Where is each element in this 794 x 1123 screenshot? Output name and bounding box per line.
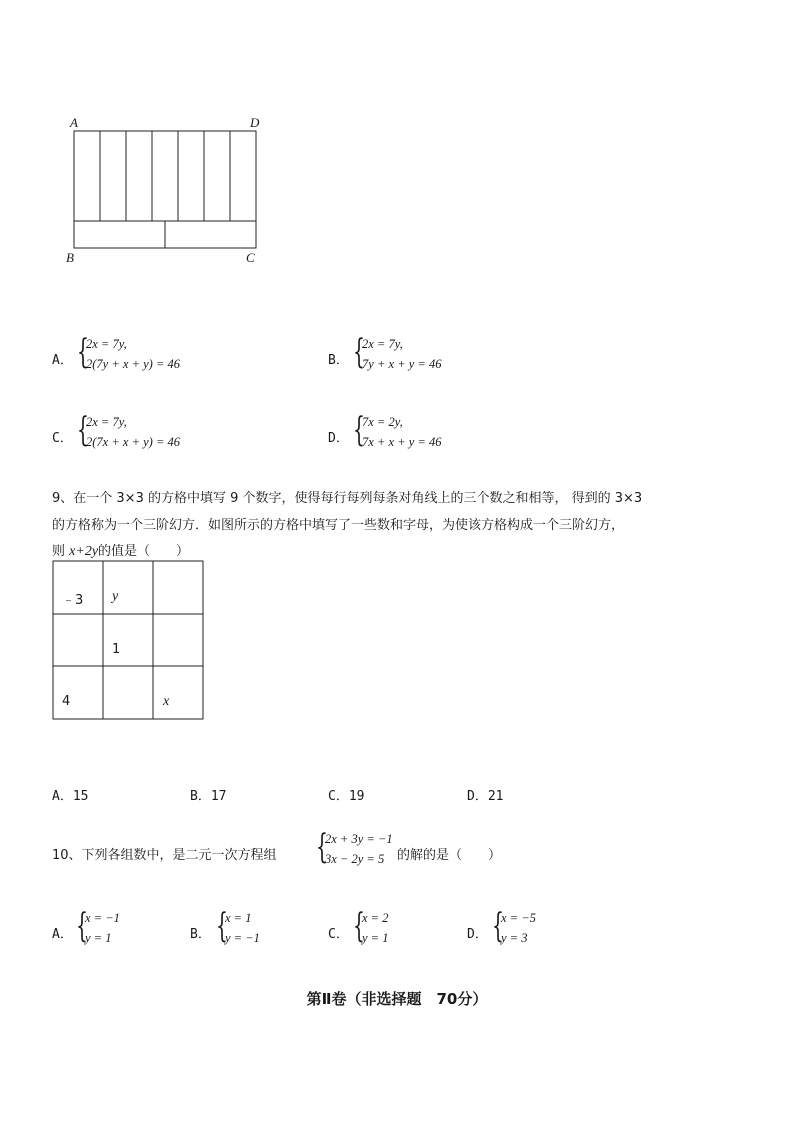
q8-option-a-eq1: 2x = 7y, <box>86 337 127 351</box>
brace-icon: { <box>76 906 88 946</box>
q10-option-c-eq1: x = 2 <box>362 911 389 925</box>
brace-icon: { <box>316 827 328 867</box>
q10-option-b-eq2: y = −1 <box>225 931 260 945</box>
q8-option-c-eq1: 2x = 7y, <box>86 415 127 429</box>
q8-option-a-eq2: 2(7y + x + y) = 46 <box>86 357 181 371</box>
q10-eq1: 2x + 3y = −1 <box>325 832 393 846</box>
q9-option-c[interactable] <box>328 785 364 804</box>
q9-expression: x+2y <box>69 544 99 559</box>
brace-icon: { <box>77 332 89 372</box>
q10-option-d-letter: D． <box>467 927 488 942</box>
brace-icon: { <box>353 332 365 372</box>
grid-cell-r3c1: 4 <box>62 694 71 709</box>
q9-line-3-suffix: 的值是（ ） <box>98 544 190 559</box>
vertex-label-c: C <box>246 250 255 265</box>
q8-option-b-eq1: 2x = 7y, <box>362 337 403 351</box>
q9-option-a-value: 15 <box>72 789 89 804</box>
brace-icon: { <box>216 906 228 946</box>
q9-option-c-value: 19 <box>348 789 365 804</box>
q10-suffix: 的解的是（ ） <box>397 848 502 863</box>
q10-option-d-eq1: x = −5 <box>501 911 536 925</box>
q9-option-d-value: 21 <box>487 789 504 804</box>
q9-option-d-letter: D． <box>467 789 488 804</box>
q8-option-c-letter: C． <box>52 431 73 446</box>
q9-option-a-letter: A． <box>52 789 73 804</box>
q10-option-b-eq1: x = 1 <box>225 911 252 925</box>
grid-cell-r1c1: ﹣3 <box>62 593 84 608</box>
q8-option-a-letter: A． <box>52 353 73 368</box>
vertex-label-a: A <box>70 115 78 130</box>
q9-option-b-letter: B． <box>190 789 211 804</box>
q8-option-d-letter: D． <box>328 431 349 446</box>
q10-option-a-eq2: y = 1 <box>85 931 112 945</box>
grid-cell-r1c2: y <box>112 589 119 604</box>
grid-cell-r2c2: 1 <box>112 642 121 657</box>
section-heading: 第Ⅱ卷（非选择题 70分） <box>306 990 488 1008</box>
q10-option-b-letter: B． <box>190 927 211 942</box>
q10-eq2: 3x − 2y = 5 <box>325 852 385 866</box>
q8-option-c-eq2: 2(7x + x + y) = 46 <box>86 435 181 449</box>
q10-prefix: 10、下列各组数中，是二元一次方程组 <box>52 848 277 863</box>
q10-option-a-letter: A． <box>52 927 73 942</box>
brace-icon: { <box>353 906 365 946</box>
vertex-label-b: B <box>66 250 74 265</box>
q9-option-a[interactable] <box>52 785 88 804</box>
vertex-label-d: D <box>250 115 260 130</box>
brace-icon: { <box>77 410 89 450</box>
brace-icon: { <box>353 410 365 450</box>
brace-icon: { <box>492 906 504 946</box>
magic-square-grid <box>52 560 206 722</box>
q8-option-d-eq2: 7x + x + y = 46 <box>362 435 442 449</box>
q9-option-d[interactable] <box>467 785 503 804</box>
q9-line-1: 9、在一个 3×3 的方格中填写 9 个数字，使得每行每列每条对角线上的三个数之和相等， 得到的 3×3 <box>52 491 643 506</box>
q9-option-b-value: 17 <box>210 789 227 804</box>
q8-option-b-eq2: 7y + x + y = 46 <box>362 357 442 371</box>
q10-option-c-eq2: y = 1 <box>362 931 389 945</box>
q8-option-d-eq1: 7x = 2y, <box>362 415 403 429</box>
q10-option-c-letter: C． <box>328 927 349 942</box>
q8-option-b-letter: B． <box>328 353 349 368</box>
q9-line-2: 的方格称为一个三阶幻方．如图所示的方格中填写了一些数和字母，为使该方格构成一个三阶幻方， <box>52 518 625 533</box>
q9-line-3-prefix: 则 <box>52 544 66 559</box>
rectangle-figure <box>60 112 275 272</box>
grid-border <box>53 561 203 719</box>
q9-option-c-letter: C． <box>328 789 349 804</box>
q10-option-a-eq1: x = −1 <box>85 911 120 925</box>
q9-option-b[interactable] <box>190 785 226 804</box>
q9-line-3 <box>52 540 189 560</box>
grid-cell-r3c3: x <box>163 694 170 709</box>
q10-option-d-eq2: y = 3 <box>501 931 528 945</box>
